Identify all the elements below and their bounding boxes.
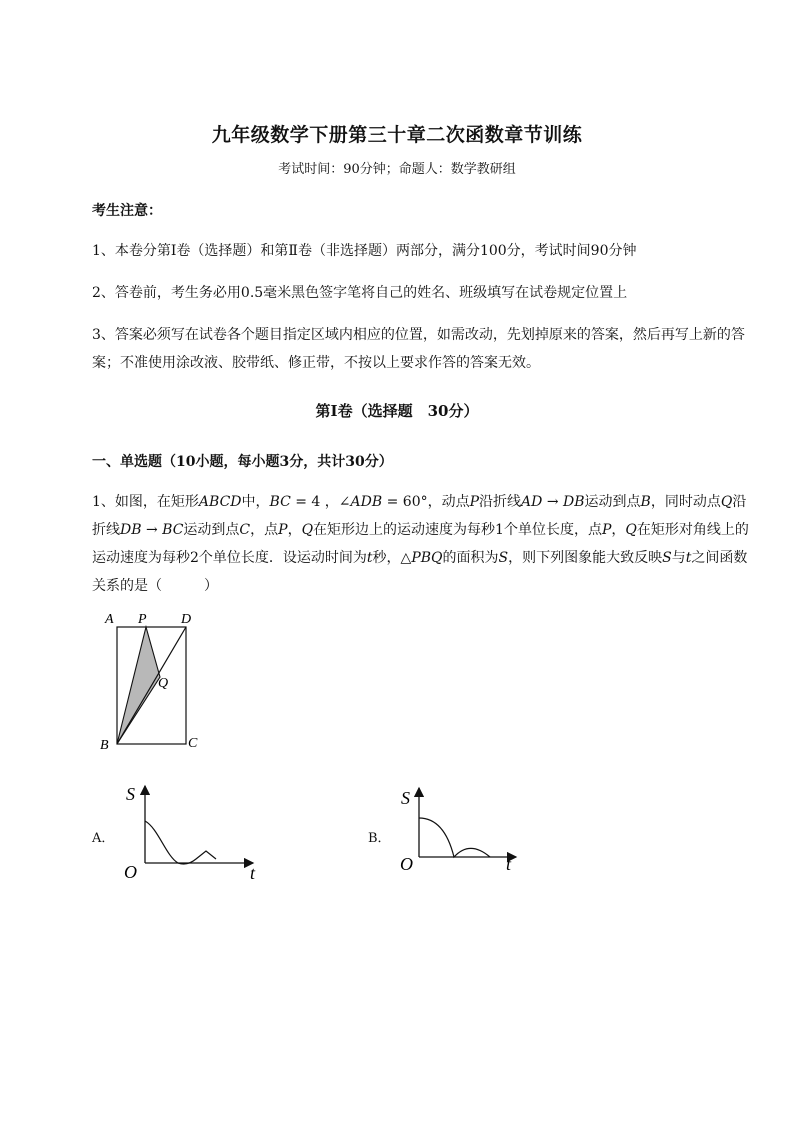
origin-label: O (400, 854, 413, 874)
question-text (92, 494, 749, 594)
math-symbol: t (685, 550, 692, 566)
math-symbol: Q (301, 522, 314, 538)
curve-a (145, 821, 216, 864)
text-segment: 运动到点 (183, 522, 240, 538)
math-symbol: ABCD (198, 494, 242, 510)
text-segment: 的面积为 (442, 550, 499, 566)
label-p: P (138, 612, 147, 627)
math-symbol: BC (269, 494, 291, 510)
math-symbol: Q (625, 522, 637, 538)
notice-heading: 考生注意： (92, 203, 162, 219)
math-symbol: P (601, 522, 612, 538)
math-symbol: ∠ADB (338, 494, 383, 510)
shaded-triangle-pbq (117, 627, 160, 744)
math-symbol: PBQ (411, 550, 443, 566)
option-a-label[interactable]: A． (92, 831, 115, 846)
text-segment: ，同时动点 (650, 494, 721, 510)
notice-item-3: 3、答案必须写在试卷各个题目指定区域内相应的位置，如需改动，先划掉原来的答案，然后再写上新的答案；不准使用涂改液、胶带纸、修正带，不按以上要求作答的答案无效。 (92, 327, 745, 371)
question-number: 1、 (92, 494, 115, 510)
text-segment: 中， (241, 494, 270, 510)
curve-b (419, 818, 490, 857)
math-symbol: BC (162, 522, 184, 538)
text-segment: → (542, 494, 564, 510)
text-segment: ， (611, 522, 626, 538)
origin-label: O (124, 862, 137, 882)
math-symbol: B (640, 494, 651, 510)
text-segment: 与 (671, 550, 686, 566)
axis-t-label: t (250, 863, 256, 883)
math-symbol: C (239, 522, 251, 538)
text-segment: 运动到点 (584, 494, 641, 510)
math-symbol: P (469, 494, 480, 510)
math-symbol: S (662, 550, 672, 566)
label-c: C (188, 736, 198, 751)
text-segment: 沿折线 (92, 494, 747, 538)
math-symbol: AD (521, 494, 543, 510)
math-symbol: S (498, 550, 509, 566)
text-segment: ， (287, 522, 302, 538)
rectangle-figure (95, 605, 215, 755)
math-symbol: DB (563, 494, 585, 510)
math-symbol: DB (120, 522, 142, 538)
axis-t-label: t (506, 854, 512, 874)
notice-item-2: 2、答卷前，考生务必用0.5毫米黑色签字笔将自己的姓名、班级填写在试卷规定位置上 (92, 285, 628, 301)
text-segment: 之间函数关系的是（ ） (92, 550, 748, 594)
section-title: 第I卷（选择题 30分） (315, 402, 479, 420)
text-segment: → (141, 522, 163, 538)
label-b: B (100, 738, 109, 753)
question-1 (92, 488, 752, 600)
math-symbol: t (366, 550, 373, 566)
text-segment: 沿折线 (479, 494, 522, 510)
text-segment: ，点 (250, 522, 279, 538)
notice-item-1: 1、本卷分第I卷（选择题）和第Ⅱ卷（非选择题）两部分，满分100分，考试时间90分钟 (92, 243, 637, 259)
text-segment: 在矩形边上的运动速度为每秒1个单位长度，点 (313, 522, 602, 538)
text-segment: ，则下列图象能大致反映 (508, 550, 663, 566)
math-symbol: P (278, 522, 288, 538)
option-a-graph[interactable] (118, 778, 268, 883)
text-segment: = 4 ， (290, 494, 339, 510)
label-d: D (181, 612, 192, 627)
label-q: Q (158, 676, 169, 691)
document-title: 九年级数学下册第三十章二次函数章节训练 (211, 124, 583, 146)
text-segment: 秒，△ (372, 550, 412, 566)
math-symbol: Q (720, 494, 733, 510)
option-b-label[interactable]: B． (368, 831, 391, 846)
axis-s-label: S (126, 784, 135, 804)
text-segment: = 60°，动点 (382, 494, 470, 510)
label-a: A (105, 612, 114, 627)
option-b-graph[interactable] (394, 782, 534, 877)
text-segment: 在矩形对角线上的运动速度为每秒2个单位长度．设运动时间为 (92, 522, 749, 566)
text-segment: 如图，在矩形 (114, 494, 199, 510)
diagonal-db (117, 627, 186, 744)
axis-s-label: S (401, 788, 410, 808)
part-heading: 一、单选题（10小题，每小题3分，共计30分） (92, 454, 393, 470)
document-subtitle: 考试时间：90分钟；命题人：数学教研组 (278, 162, 516, 177)
